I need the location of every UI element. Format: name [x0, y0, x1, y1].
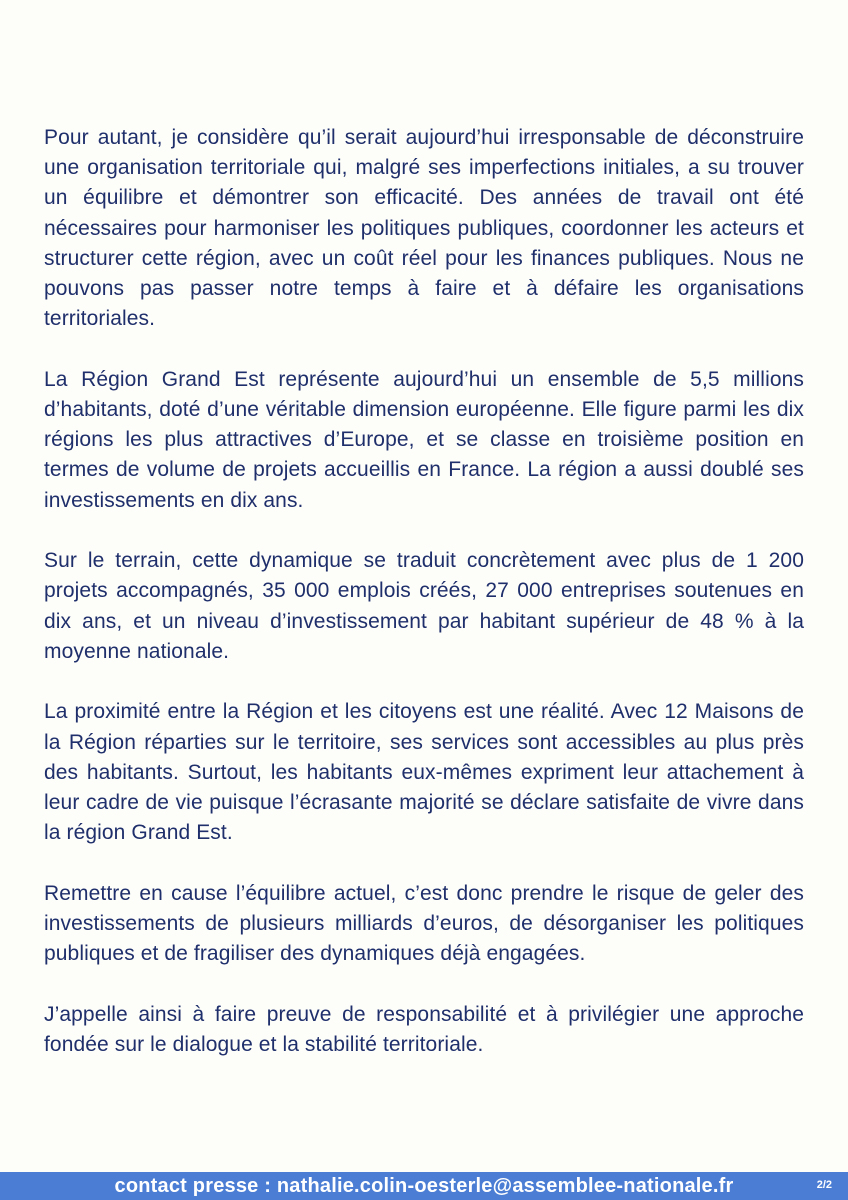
document-body	[44, 123, 804, 1091]
press-contact: contact presse : nathalie.colin-oesterle@assemblee-nationale.fr	[114, 1175, 734, 1197]
paragraph-5: Remettre en cause l’équilibre actuel, c’est donc prendre le risque de geler des investissements de plusieurs milliards d’euros, de désorganiser les politiques publiques et de fragiliser des dynamiques déjà engagées.	[44, 881, 804, 966]
page-number: 2/2	[816, 1179, 832, 1191]
footer-bar	[0, 1172, 848, 1200]
paragraph-3: Sur le terrain, cette dynamique se traduit concrètement avec plus de 1 200 projets accompagnés, 35 000 emplois créés, 27 000 entreprises soutenues en dix ans, et un niveau d’investissement par habitant supérieur de 48 % à la moyenne nationale.	[44, 549, 804, 663]
paragraph-6: J’appelle ainsi à faire preuve de responsabilité et à privilégier une approche fondée sur le dialogue et la stabilité territoriale.	[44, 1002, 804, 1057]
paragraph-1: Pour autant, je considère qu’il serait aujourd’hui irresponsable de déconstruire une organisation territoriale qui, malgré ses imperfections initiales, a su trouver un équilibre et démontrer son efficacité. Des années de travail ont été nécessaires pour harmoniser les politiques publiques, coordonner les acteurs et structurer cette région, avec un coût réel pour les finances publiques. Nous ne pouvons pas passer notre temps à faire et à défaire les organisations territoriales.	[44, 126, 804, 331]
paragraph-2: La Région Grand Est représente aujourd’hui un ensemble de 5,5 millions d’habitants, doté d’une véritable dimension européenne. Elle figure parmi les dix régions les plus attractives d’Europe, et se classe en troisième position en termes de volume de projets accueillis en France. La région a aussi doublé ses investissements en dix ans.	[44, 367, 804, 512]
paragraph-4: La proximité entre la Région et les citoyens est une réalité. Avec 12 Maisons de la Région réparties sur le territoire, ses services sont accessibles au plus près des habitants. Surtout, les habitants eux-mêmes expriment leur attachement à leur cadre de vie puisque l’écrasante majorité se déclare satisfaite de vivre dans la région Grand Est.	[44, 700, 804, 845]
